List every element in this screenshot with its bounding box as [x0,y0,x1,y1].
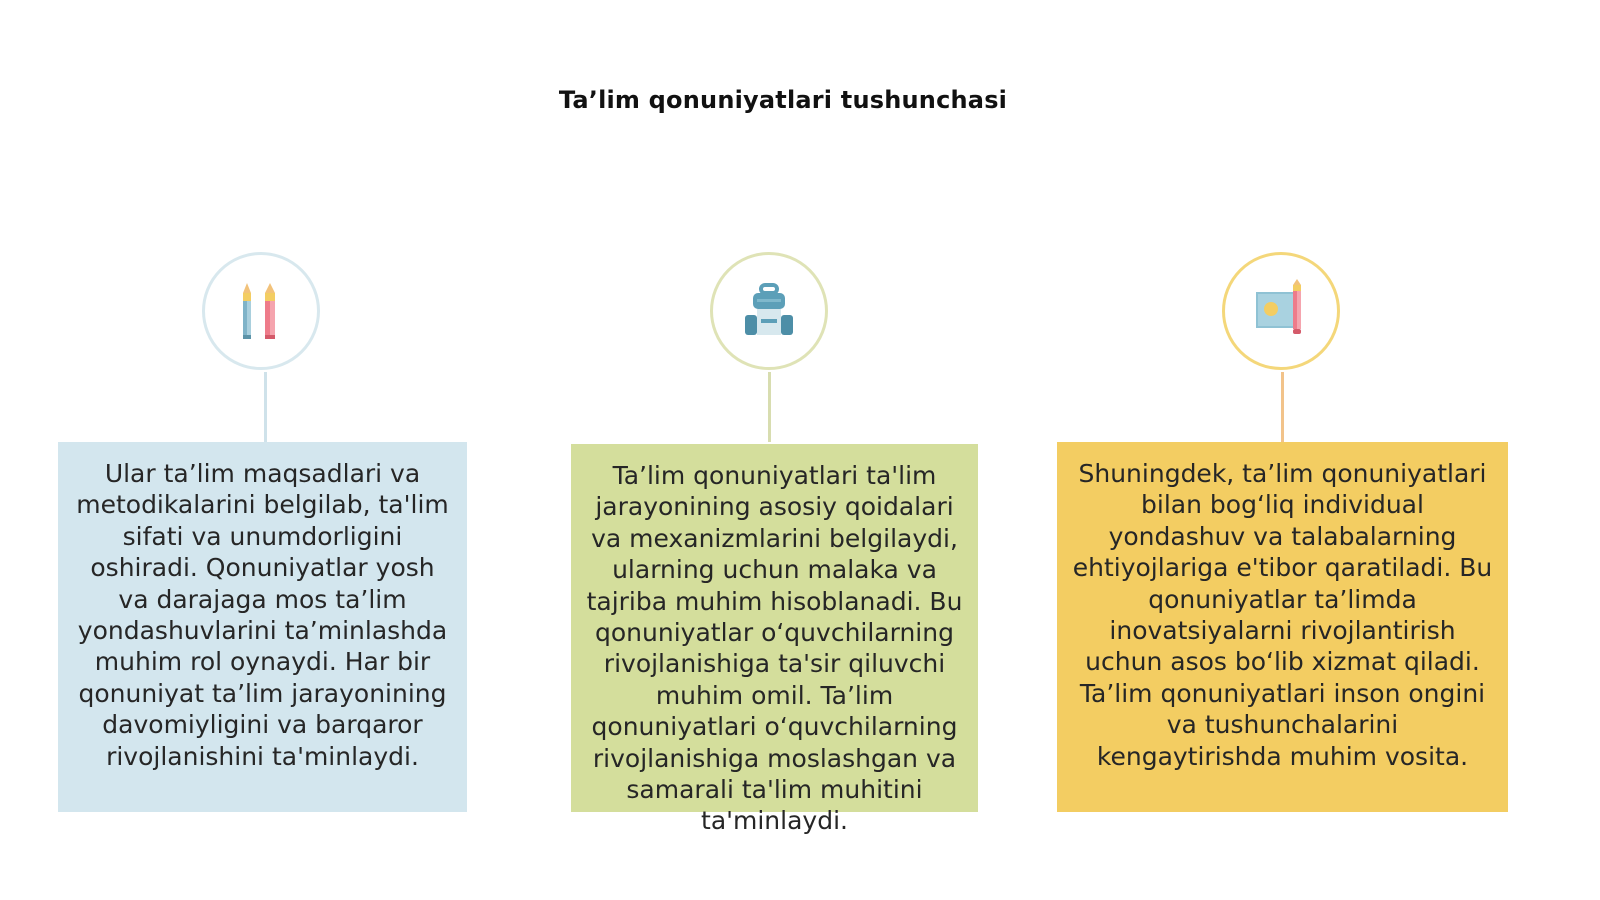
connector-line-3 [1281,372,1284,442]
connector-line-2 [768,372,771,442]
card-text-1: Ular ta’lim maqsadlari va metodikalarini belgilab, ta'lim sifati va unumdorligini oshiradi. Qonuniyatlar yosh va darajaga mos ta’lim yondashuvlarini ta’minlashda muhim rol oynaydi. Har bir qonuniyat ta’lim jarayonining davomiyligini va barqaror rivojlanishini ta'minlaydi. [76,459,449,771]
backpack-icon [737,279,801,343]
card-text-3: Shuningdek, ta’lim qonuniyatlari bilan bog‘liq individual yondashuv va talabalarning ehtiyojlariga e'tibor qaratiladi. Bu qonuniyatlar ta’limda inovatsiyalarni rivojlantirish uchun asos bo‘lib xizmat qiladi. Ta’lim qonuniyatlari inson ongini va tushunchalarini kengaytirishda muhim vosita. [1072,459,1493,771]
card-text-2: Ta’lim qonuniyatlari ta'lim jarayonining asosiy qoidalari va mexanizmlarini belgilaydi, ularning uchun malaka va tajriba muhim hisoblanadi. Bu qonuniyatlar o‘quvchilarning rivojlanishiga ta'sir qiluvchi muhim omil. Ta’lim qonuniyatlari o‘quvchilarning rivojlanishiga moslashgan va samarali ta'lim muhitini ta'minlaydi. [586,461,963,836]
icon-circle-2 [710,252,828,370]
info-card-3 [1057,442,1508,812]
paper-pencil-icon [1249,279,1313,343]
icon-circle-1 [202,252,320,370]
icon-circle-3 [1222,252,1340,370]
slide-title: Ta’lim qonuniyatlari tushunchasi [558,86,1008,114]
pencils-icon [231,279,291,343]
connector-line-1 [264,372,267,442]
info-card-1 [58,442,467,812]
info-card-2 [571,444,978,836]
